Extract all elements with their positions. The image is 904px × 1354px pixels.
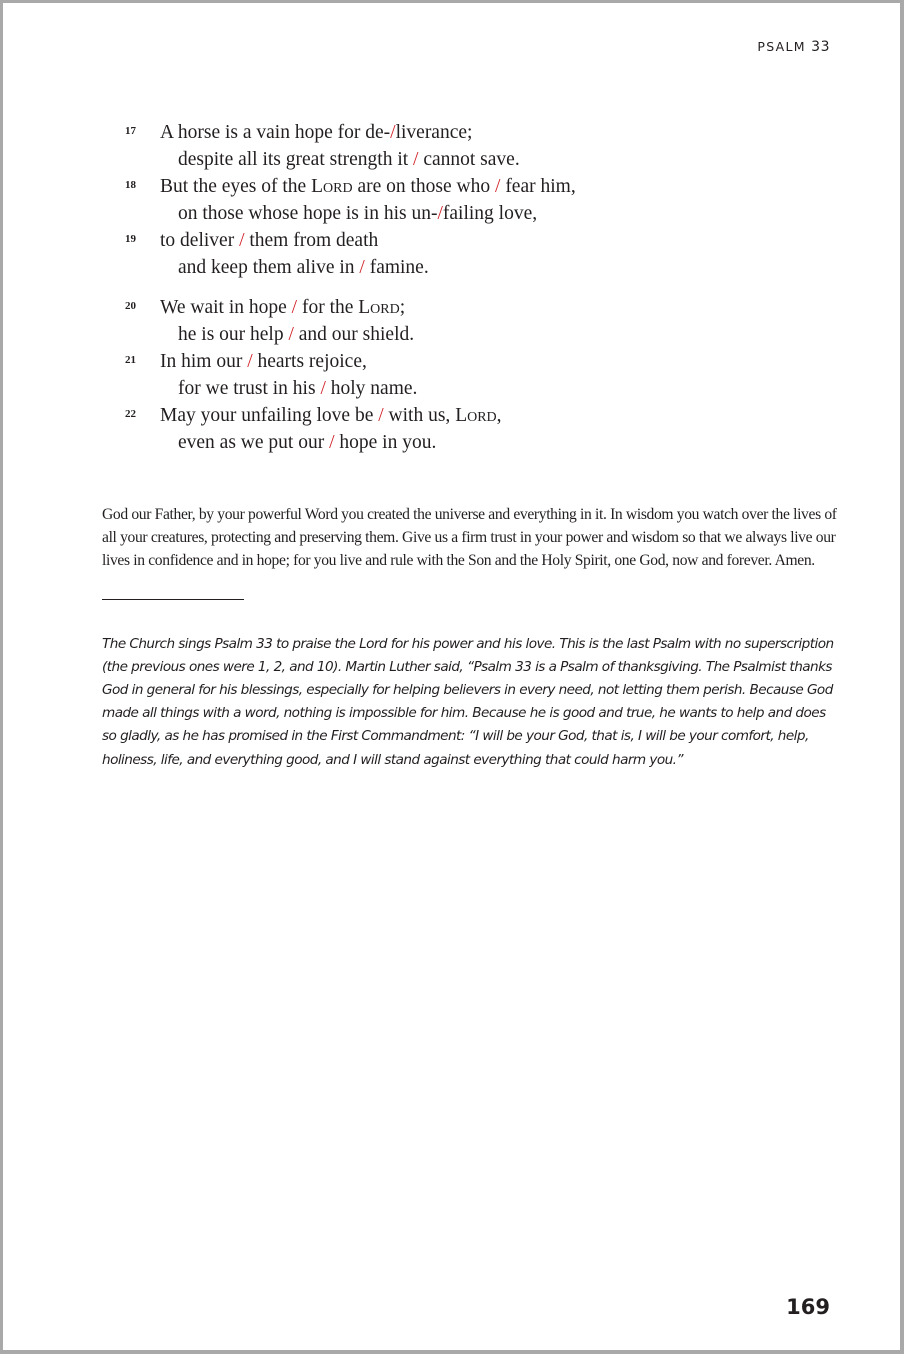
pointing-slash: /	[320, 378, 326, 399]
verse-line-continuation	[3, 146, 900, 173]
verse-number: 22	[125, 408, 136, 420]
pointing-slash: /	[378, 405, 384, 426]
divine-name-lord: Lord	[358, 297, 400, 318]
verse-line	[3, 294, 900, 321]
pointing-slash: /	[288, 324, 294, 345]
verse-text: In him our / hearts rejoice,	[160, 351, 367, 372]
verse-number: 18	[125, 179, 136, 191]
psalm-prayer: God our Father, by your powerful Word you created the universe and everything in it. In wisdom you watch over the lives of all your creatures, protecting and preserving them. Give us a firm trust in your power and wisdom so that we always live our lives in confidence and in hope; for you live and rule with the Son and the Holy Spirit, one God, now and forever. Amen.	[102, 505, 837, 569]
stanza	[3, 294, 900, 456]
pointing-slash: /	[437, 203, 443, 224]
verse-line-continuation	[3, 429, 900, 456]
verse-text: even as we put our / hope in you.	[178, 432, 437, 453]
verse-line	[3, 173, 900, 200]
verse-text: A horse is a vain hope for de-/liverance;	[160, 122, 473, 143]
verse-text: to deliver / them from death	[160, 230, 379, 251]
verse-line	[3, 402, 900, 429]
verse-text: May your unfailing love be / with us, Lord,	[160, 405, 502, 426]
verse-text: We wait in hope / for the Lord;	[160, 297, 406, 318]
verse-line	[3, 119, 900, 146]
verse-text: on those whose hope is in his un-/failing love,	[178, 203, 538, 224]
divine-name-lord: Lord	[311, 176, 353, 197]
commentary-note: The Church sings Psalm 33 to praise the Lord for his power and his love. This is the last Psalm with no superscription (the previous ones were 1, 2, and 10). Martin Luther said, “Psalm 33 is a Psalm of thanksgiving. The Psalmist thanks God in general for his blessings, especially for helping believers in every need, not letting them perish. Because God made all things with a word, nothing is impossible for him. Because he is good and true, he wants to help and does so gladly, as he has promised in the First Commandment: “I will be your God, that is, I will be your comfort, help, holiness, life, and everything good, and I will stand against everything that could harm you.”	[102, 635, 834, 768]
verse-text: and keep them alive in / famine.	[178, 257, 429, 278]
running-head-number: 33	[811, 39, 830, 55]
stanza	[3, 119, 900, 281]
verse-number: 20	[125, 300, 136, 312]
verse-line-continuation	[3, 375, 900, 402]
verse-text: for we trust in his / holy name.	[178, 378, 418, 399]
pointing-slash: /	[359, 257, 365, 278]
section-divider	[102, 599, 244, 600]
pointing-slash: /	[247, 351, 253, 372]
divine-name-lord: Lord	[455, 405, 497, 426]
page-number: 169	[786, 1295, 830, 1319]
pointing-slash: /	[413, 149, 419, 170]
verse-number: 21	[125, 354, 136, 366]
verse-line-continuation	[3, 254, 900, 281]
verse-number: 17	[125, 125, 136, 137]
verse-line	[3, 227, 900, 254]
verse-text: But the eyes of the Lord are on those who / fear him,	[160, 176, 576, 197]
verse-text: despite all its great strength it / cannot save.	[178, 149, 520, 170]
verse-line-continuation	[3, 321, 900, 348]
running-head	[757, 39, 830, 55]
running-head-label: PSALM	[757, 39, 806, 54]
pointing-slash: /	[329, 432, 335, 453]
pointing-slash: /	[495, 176, 501, 197]
pointing-slash: /	[390, 122, 396, 143]
book-page	[3, 3, 900, 1350]
verse-text: he is our help / and our shield.	[178, 324, 415, 345]
pointing-slash: /	[239, 230, 245, 251]
psalm-text	[3, 119, 900, 469]
verse-number: 19	[125, 233, 136, 245]
verse-line	[3, 348, 900, 375]
pointing-slash: /	[291, 297, 298, 318]
verse-line-continuation	[3, 200, 900, 227]
